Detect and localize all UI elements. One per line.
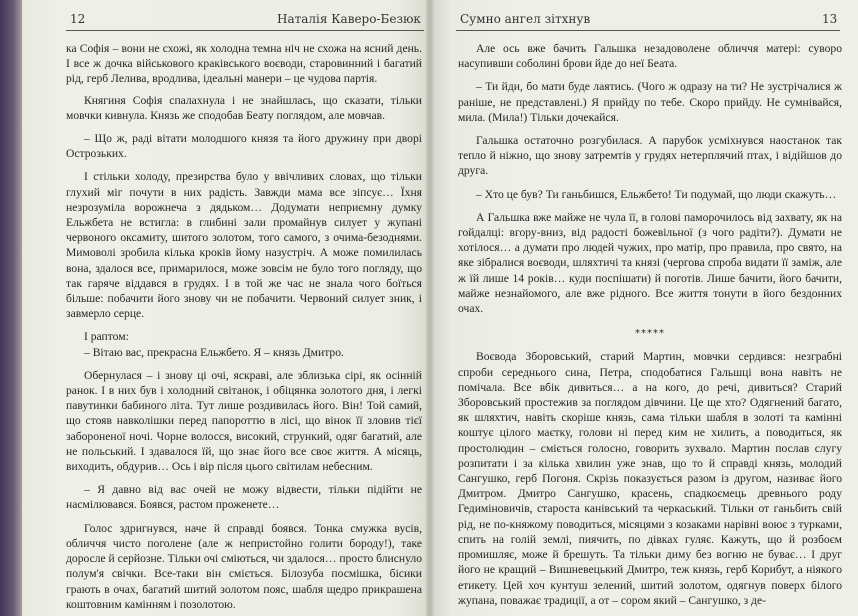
paragraph: Гальшка остаточно розгубилася. А парубок усміхнувся наостанок так тепло й ніжно, що знову затремтів у грудях нетерплячий птах, і відійшов до друга. (458, 134, 842, 178)
paragraph: Голос здригнувся, наче й справді боявся. Тонка смужка вусів, обличчя чисто поголене (але ж непристойно голити бороду!), таке доросле й серйозне. Тільки очі сміються, чи здалося… просто блиснуло полум'я свічки. Все-таки він сміється. Білозуба посмішка, бісики грають в очах, багатий шитий золотом пояс, шабля щедро прикрашена коштовним камінням і позолотою. (66, 521, 422, 611)
right-header-rule (456, 30, 840, 31)
right-page-text (458, 41, 842, 614)
paragraph: – Ти йди, бо мати буде лаятись. (Чого ж одразу на ти? Не зустрічалися ж раніше, не представлені.) Я прийду по тебе. Скоро прийду. Не сумнівайся, мила. (Мила!) Тільки дочекайся. (458, 80, 842, 124)
book-spine (426, 0, 434, 616)
right-page (430, 0, 858, 616)
paragraph: А Гальшка вже майже не чула її, в голові паморочилось від захвату, як на гойдалці: вгору-вниз, від радості божевільної (з чого радіти?). Думати не хотілося… а думати про людей чужих, про матір, про правила, про свято, на яке зібралися воєводи, шляхтичі та князі (чергова спроба видати її заміж, але ж їй лише 14 років… куди поспішати) й поготів. Лише бачити, його бачити, майже незнайомого, але вже рідного. Все життя тонути в його бездонних очах. (458, 210, 842, 316)
right-page-number: 13 (822, 12, 838, 26)
paragraph: І стільки холоду, презирства було у ввічливих словах, що тільки глухий міг почути в них радість. Завжди мама все зіпсує… Їхня незрозуміла ворожнеча з дядьком… Додумати неприємну думку Ельжбета не встигла: в глибині зали промайнув силует у жупані червоного оксамиту, шитого золотом, того самого, з очима-безоднями. Мимоволі зробила кілька кроків йому назустріч. А може помилилась вона, здалося все, примарилося, може зовсім не було того погляду, що так гаряче віддався в грудях. І в той же час не знала чого боїться більше: побачити його знову чи не побачити. Червоний силует зник, і завмерло серце. (66, 170, 422, 321)
paragraph: – Вітаю вас, прекрасна Ельжбето. Я – князь Дмитро. (84, 345, 344, 359)
left-header-rule (66, 30, 424, 31)
left-page-text (66, 41, 422, 616)
section-separator: ***** (635, 328, 665, 340)
left-page (22, 0, 430, 616)
paragraph: – Хто це був? Ти ганьбишся, Ельжбето! Ти подумай, що люди скажуть… (476, 187, 837, 201)
paragraph: Княгиня Софія спалахнула і не знайшлась, що сказати, тільки мовчки кивнула. Князь же сподобав Беату поглядом, але мовчав. (66, 93, 422, 122)
paragraph: Обернулася – і знову ці очі, яскраві, але зблизька сірі, як осінній ранок. І в них був і холодний світанок, і обіцянка золотого дня, і легкі павутинки бабиного літа. Тут лише роздивилась його. Він! Той самий, що стояв навколішки перед папороттю в лісі, що вінок її зловив тієї забороненої ночі. Чорне волосся, високий, стрункий, одяг багатий, але не польський. І здавалося їй, що знає його все своє життя. А місяць, виходить, обдурив… Ось і вір після цього світилам небесним. (66, 368, 422, 474)
paragraph: І раптом: (84, 330, 129, 344)
paragraph: – Що ж, раді вітати молодшого князя та його дружину при дворі Острозьких. (66, 132, 422, 161)
left-page-number: 12 (70, 12, 86, 26)
paragraph: – Я давно від вас очей не можу відвести, тільки підійти не насмілювався. Боявся, растом проженете… (66, 483, 422, 512)
book-cover-edge (0, 0, 22, 616)
right-running-head: Сумно ангел зітхнув (460, 12, 591, 26)
paragraph: ка Софія – вони не схожі, як холодна темна ніч не схожа на ясний день. І все ж дочка військового краківського воєводи, старовинний і багатий рід, герб Лелива, вродлива, ідеальні манери – це чудова партія. (66, 42, 422, 86)
paragraph: Але ось вже бачить Гальшка незадоволене обличчя матері: суворо насупивши соболині брови йде до неї Беата. (458, 42, 842, 71)
left-running-head: Наталія Каверо-Безюк (277, 12, 421, 26)
paragraph: Воєвода Зборовський, старий Мартин, мовчки сердився: незграбні спроби середнього сина, Петра, сподобатися Гальшці вона навіть не помічала. Все вбік дивиться… а на кого, до речі, дивиться? Старий Зборовський простежив за поглядом дівчини. Це ще хто? Одягнений багато, як шляхтич, навіть скоріше князь, сама тільки шабля в золоті та камінні коштує цілого маєтку, голови ні перед ким не хилить, а поводиться, як простолюдин – сміється голосно, говорить зухвало. Мартин послав слугу розпитати і за кілька хвилин уже знав, що то й справді князь, молодий Сангушко, герб Погоня. Скрізь показується разом із другом, називає його Дмитром. Дмитро Сангушко, красень, спадкоємець древнього роду Гедиміновичів, староста канівський та черкаський. Тільки от ганьбить свій рід, не по-княжому поводиться, місяцями з козаками нарівні воює з турками, спить на голій землі, пиячить, по дівках гуляє. Кажуть, що й розбоєм промишляє, може й брешуть. Та тільки диму без вогню не буває… І друг його не кращий – Вишневецький Дмитро, теж князь, герб Корибут, а ніякого етикету. Цей хоч кунтуш зелений, шитий золотом, одягнув поверх білого жупана, поважає традиції, а от – сором який – Сангушко, з де- (458, 350, 842, 607)
